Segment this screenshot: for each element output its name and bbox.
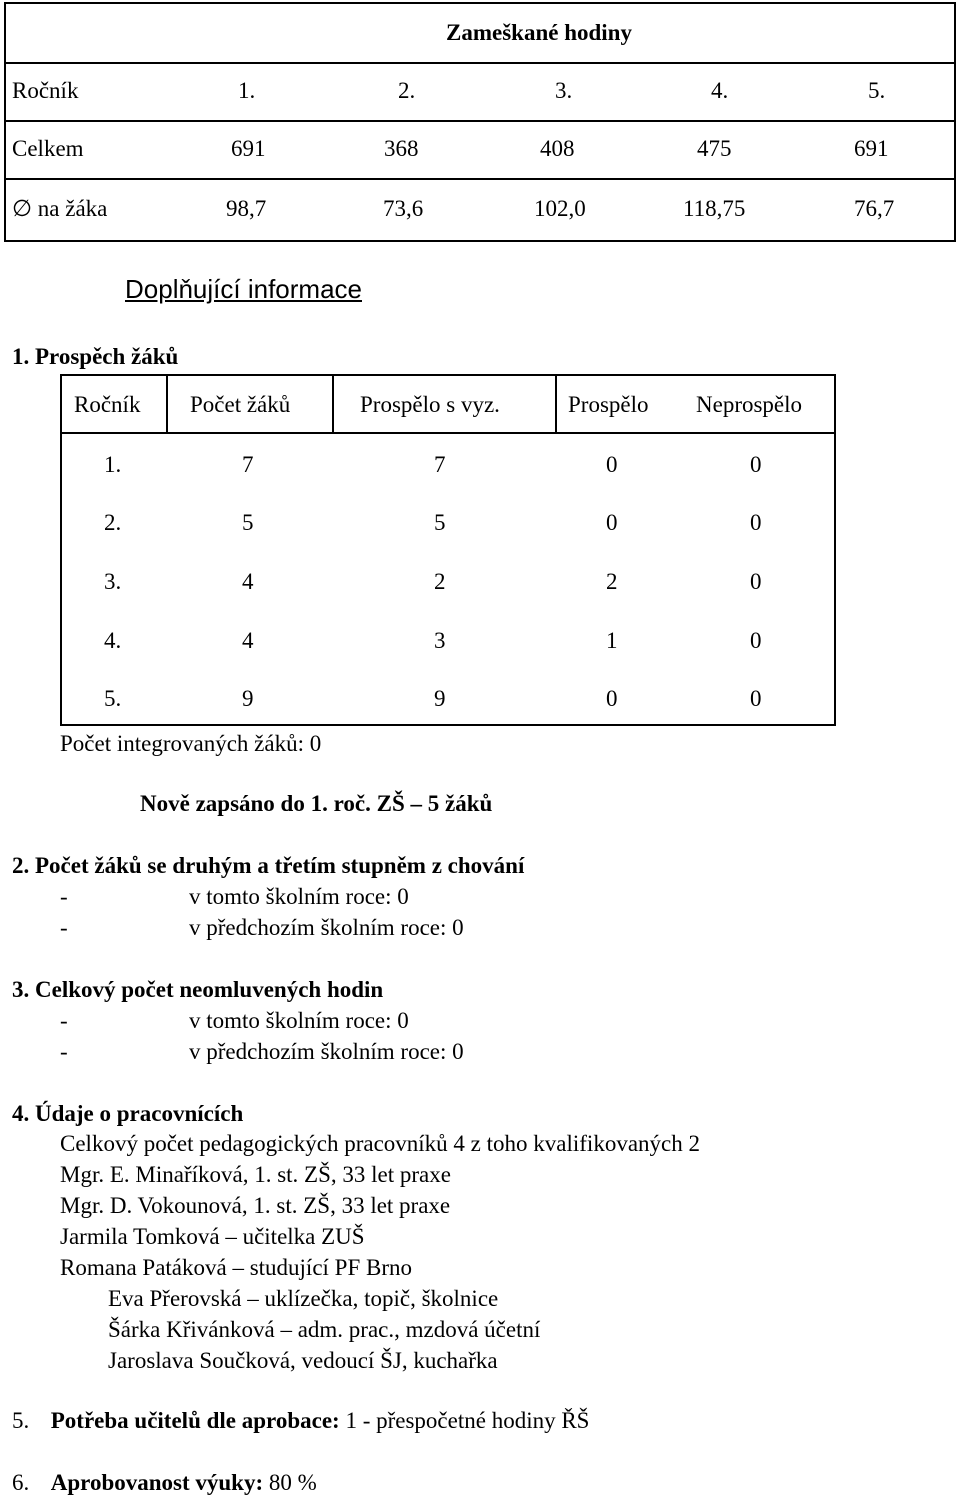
absence-row-total: Celkem 691 368 408 475 691: [5, 121, 955, 179]
item2-heading: 2. Počet žáků se druhým a třetím stupněm z chování: [12, 853, 525, 878]
list-item: Mgr. E. Minaříková, 1. st. ZŠ, 33 let praxe: [60, 1162, 451, 1187]
item1-heading: 1. Prospěch žáků: [12, 344, 179, 369]
staff-summary: Celkový počet pedagogických pracovníků 4 z toho kvalifikovaných 2: [60, 1131, 700, 1156]
results-table: Ročník Počet žáků Prospělo s vyz. Prospělo Neprospělo 1. 7 7 0 0 2. 5 5 0 0 3. 4 2 2 0 4. 4 3 1 0 5. 9 9 0 0: [60, 374, 836, 726]
item3-heading: 3. Celkový počet neomluvených hodin: [12, 977, 384, 1002]
absence-row-average: ∅ na žáka 98,7 73,6 102,0 118,75 76,7: [5, 179, 955, 241]
item6: 6. Aprobovanost výuky: 80 %: [12, 1470, 317, 1495]
absence-row-grade: Ročník 1. 2. 3. 4. 5.: [5, 63, 955, 121]
list-item: Jarmila Tomková – učitelka ZUŠ: [60, 1224, 365, 1249]
enrolled-count: Nově zapsáno do 1. roč. ZŠ – 5 žáků: [140, 791, 493, 816]
section-heading: Doplňující informace: [125, 274, 362, 304]
col-passed-header: Prospělo: [568, 392, 649, 417]
item3-previous-year: v předchozím školním roce: 0: [189, 1039, 464, 1064]
col-failed-header: Neprospělo: [696, 392, 803, 417]
col-honors-header: Prospělo s vyz.: [360, 392, 500, 417]
list-item: Jaroslava Součková, vedoucí ŠJ, kuchařka: [108, 1348, 498, 1373]
list-item: Eva Přerovská – uklízečka, topič, školnice: [108, 1286, 499, 1311]
item2-previous-year: v předchozím školním roce: 0: [189, 915, 464, 940]
col-count-header: Počet žáků: [190, 392, 291, 417]
item4-heading: 4. Údaje o pracovnících: [12, 1101, 244, 1126]
item3-current-year: v tomto školním roce: 0: [189, 1008, 409, 1033]
integrated-count: Počet integrovaných žáků: 0: [60, 731, 322, 756]
absence-table-title: Zameškané hodiny: [446, 20, 632, 45]
col-grade-header: Ročník: [74, 392, 141, 417]
list-item: Mgr. D. Vokounová, 1. st. ZŠ, 33 let praxe: [60, 1193, 451, 1218]
absence-table: [4, 2, 956, 242]
item2-current-year: v tomto školním roce: 0: [189, 884, 409, 909]
item5: 5. Potřeba učitelů dle aprobace: 1 - přespočetné hodiny ŘŠ: [12, 1408, 590, 1433]
list-item: Romana Patáková – studující PF Brno: [60, 1255, 413, 1280]
list-item: Šárka Křivánková – adm. prac., mzdová účetní: [108, 1317, 541, 1342]
